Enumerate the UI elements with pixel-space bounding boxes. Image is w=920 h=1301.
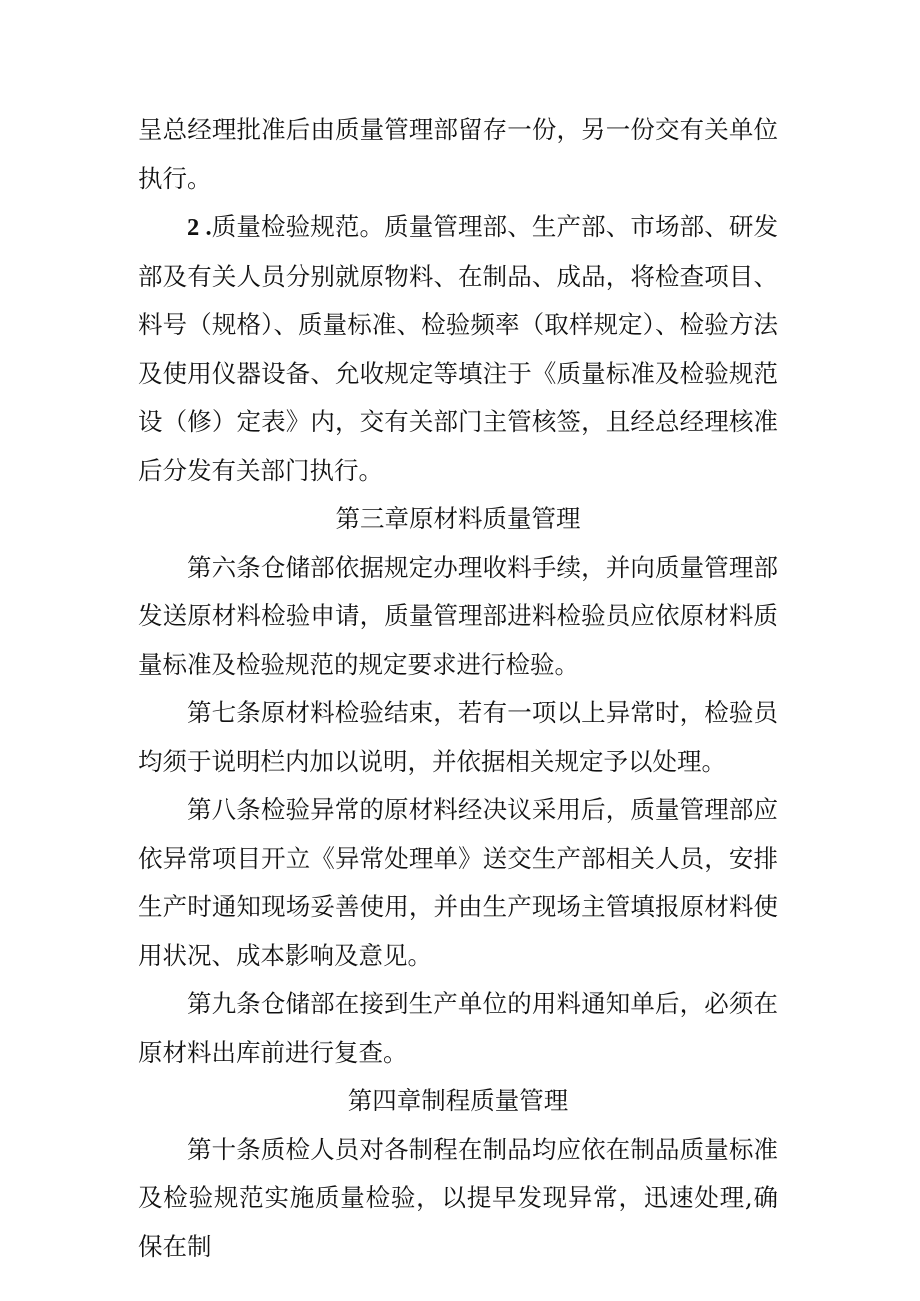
paragraph-text: 质量检验规范。质量管理部、生产部、市场部、研发部及有关人员分别就原物料、在制品、成品，将检查项目、料号（规格）、质量标准、检验频率（取样规定）、检验方法及使用仪器设备、允收规定等填注于《质量标准及检验规范设（修）定表》内，交有关部门主管核签，且经总经理核准后分发有关部门执行。 — [138, 212, 778, 485]
article-7 — [138, 689, 778, 786]
article-10 — [138, 1126, 778, 1272]
chapter-heading-4: 第四章制程质量管理 — [347, 1086, 569, 1115]
paragraph-text: 第十条质检人员对各制程在制品均应依在制品质量标准及检验规范实施质量检验，以提早发现异常，迅速处理,确保在制 — [138, 1134, 778, 1261]
article-8 — [138, 786, 778, 980]
paragraph-text: 呈总经理批准后由质量管理部留存一份，另一份交有关单位执行。 — [138, 115, 778, 193]
paragraph-text: 第六条仓储部依据规定办理收料手续，并向质量管理部发送原材料检验申请，质量管理部进料检验员应依原材料质量标准及检验规范的规定要求进行检验。 — [138, 552, 778, 679]
paragraph-quality-inspection-spec — [138, 203, 778, 495]
chapter-heading-3: 第三章原材料质量管理 — [335, 504, 581, 533]
article-9 — [138, 980, 778, 1077]
document-body — [138, 106, 778, 1271]
paragraph-text: 第九条仓储部在接到生产单位的用料通知单后，必须在原材料出库前进行复查。 — [138, 989, 778, 1067]
paragraph-text: 第八条检验异常的原材料经决议采用后，质量管理部应依异常项目开立《异常处理单》送交生产部相关人员，安排生产时通知现场妥善使用，并由生产现场主管填报原材料使用状况、成本影响及意见。 — [138, 795, 778, 970]
paragraph-continuation — [138, 106, 778, 203]
article-6 — [138, 544, 778, 690]
item-number: 2 . — [187, 214, 212, 241]
paragraph-text: 第七条原材料检验结束，若有一项以上异常时，检验员均须于说明栏内加以说明，并依据相关规定予以处理。 — [138, 698, 778, 776]
